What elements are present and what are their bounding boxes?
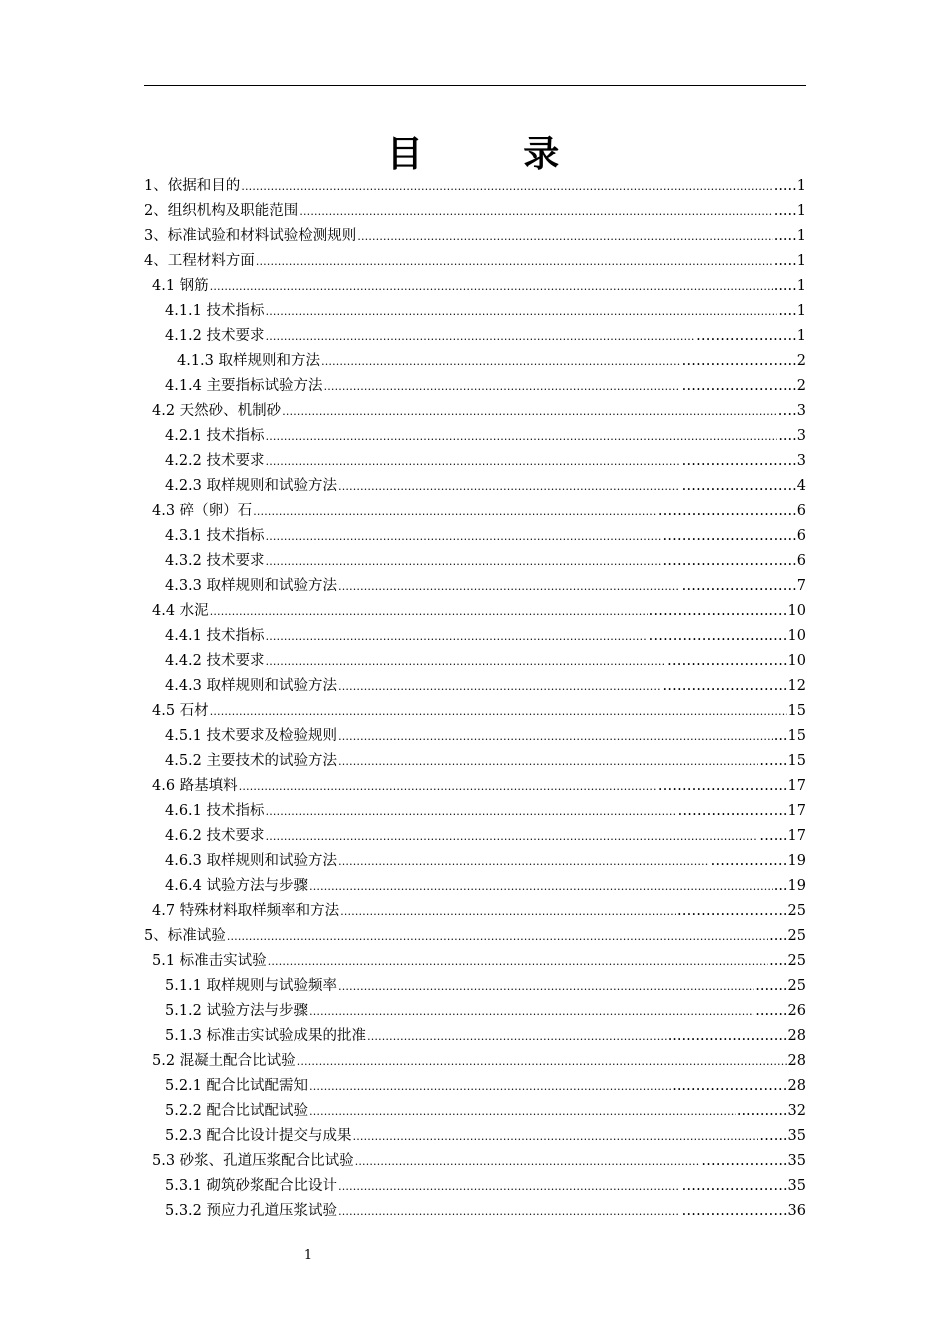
toc-entry[interactable] <box>152 774 806 799</box>
toc-entry-page: ……………………..12 <box>662 678 806 694</box>
toc-dot-leader <box>239 774 657 799</box>
page-title: 目 录 <box>386 134 604 175</box>
toc-dot-leader <box>227 924 768 949</box>
toc-entry-label: 4.1 钢筋 <box>152 278 209 294</box>
toc-dot-leader <box>324 374 681 399</box>
toc-entry-label: 4.3.3 取样规则和试验方法 <box>165 578 338 594</box>
toc-entry[interactable] <box>165 1174 806 1199</box>
toc-entry-label: 4.6.4 试验方法与步骤 <box>165 878 309 894</box>
toc-dot-leader <box>266 299 778 324</box>
toc-entry-label: 5.2.2 配合比试配试验 <box>165 1103 309 1119</box>
toc-entry-page: …………………….10 <box>666 653 806 669</box>
toc-entry-page: ....1 <box>778 303 806 319</box>
toc-entry-page: .....1 <box>773 203 806 219</box>
toc-entry-label: 5.1.3 标准击实试验成果的批准 <box>165 1028 367 1044</box>
toc-dot-leader <box>367 1024 667 1049</box>
toc-entry-page: ……………...35 <box>701 1153 806 1169</box>
toc-entry-label: 4.1.2 技术要求 <box>165 328 265 344</box>
toc-dot-leader <box>321 349 680 374</box>
toc-entry[interactable] <box>152 499 806 524</box>
toc-entry[interactable] <box>152 399 806 424</box>
toc-entry-page: .....1 <box>773 178 806 194</box>
toc-entry[interactable] <box>165 299 806 324</box>
toc-dot-leader <box>210 699 787 724</box>
toc-dot-leader <box>353 1124 759 1149</box>
toc-entry-page: ...........32 <box>736 1103 806 1119</box>
toc-entry-page: ...19 <box>773 878 806 894</box>
toc-entry-page: 28 <box>787 1053 806 1069</box>
toc-dot-leader <box>210 274 773 299</box>
toc-entry-page: …………………….....6 <box>657 503 806 519</box>
toc-entry[interactable] <box>152 599 806 624</box>
toc-dot-leader <box>297 1049 787 1074</box>
toc-entry[interactable] <box>165 449 806 474</box>
toc-dot-leader <box>340 899 676 924</box>
toc-dot-leader <box>210 599 648 624</box>
toc-dot-leader <box>266 649 666 674</box>
toc-entry-page: ……………….…..7 <box>681 578 806 594</box>
toc-entry-label: 4.6.1 技术指标 <box>165 803 265 819</box>
toc-entry-label: 4.2.1 技术指标 <box>165 428 265 444</box>
toc-entry[interactable] <box>165 724 806 749</box>
toc-dot-leader <box>256 249 773 274</box>
toc-entry[interactable] <box>165 674 806 699</box>
toc-entry-page: ....25 <box>769 953 806 969</box>
toc-entry-page: …...15 <box>759 753 806 769</box>
toc-entry-label: 5.3.2 预应力孔道压浆试验 <box>165 1203 338 1219</box>
toc-entry[interactable] <box>152 699 806 724</box>
toc-dot-leader <box>266 324 695 349</box>
toc-entry-label: 4.6.3 取样规则和试验方法 <box>165 853 338 869</box>
toc-entry[interactable] <box>152 949 806 974</box>
toc-entry-label: 4.6 路基填料 <box>152 778 238 794</box>
toc-entry-page: ….3 <box>777 403 806 419</box>
toc-dot-leader <box>338 574 680 599</box>
toc-entry-label: 4.5.2 主要技术的试验方法 <box>165 753 338 769</box>
toc-entry[interactable] <box>144 224 806 249</box>
toc-entry-label: 4、工程材料方面 <box>144 253 255 269</box>
toc-entry-label: 4.7 特殊材料取样频率和方法 <box>152 903 340 919</box>
toc-entry-page: ………………….35 <box>681 1178 806 1194</box>
toc-entry[interactable] <box>165 1099 806 1124</box>
toc-entry-page: …………………...2 <box>681 353 806 369</box>
toc-entry[interactable] <box>152 899 806 924</box>
toc-entry-label: 4.1.1 技术指标 <box>165 303 265 319</box>
toc-entry-page: 15 <box>787 703 806 719</box>
toc-entry[interactable] <box>165 1124 806 1149</box>
toc-entry-page: …...35 <box>759 1128 806 1144</box>
toc-entry[interactable] <box>144 199 806 224</box>
toc-entry[interactable] <box>165 649 806 674</box>
page-number: 1 <box>303 1248 313 1263</box>
toc-entry[interactable] <box>165 624 806 649</box>
toc-dot-leader <box>282 399 776 424</box>
toc-entry-label: 4.3.1 技术指标 <box>165 528 265 544</box>
toc-dot-leader <box>338 1199 680 1224</box>
toc-entry-label: 3、标准试验和材料试验检测规则 <box>144 228 357 244</box>
toc-dot-leader <box>266 524 662 549</box>
toc-dot-leader <box>266 624 648 649</box>
header-rule <box>144 85 806 86</box>
toc-entry[interactable] <box>165 1199 806 1224</box>
toc-entry-label: 4.4.1 技术指标 <box>165 628 265 644</box>
toc-entry-page: .......25 <box>755 978 806 994</box>
toc-entry-page: …...17 <box>759 828 806 844</box>
toc-entry[interactable] <box>152 274 806 299</box>
toc-entry[interactable] <box>165 1024 806 1049</box>
toc-entry[interactable] <box>165 874 806 899</box>
toc-entry-page: ……………………....6 <box>662 528 806 544</box>
toc-entry-page: ………………….....…10 <box>648 628 806 644</box>
toc-entry[interactable] <box>165 524 806 549</box>
toc-dot-leader <box>355 1149 701 1174</box>
toc-entry-label: 1、依据和目的 <box>144 178 241 194</box>
toc-entry-page: .....1 <box>773 228 806 244</box>
toc-entry[interactable] <box>144 174 806 199</box>
toc-dot-leader <box>268 949 768 974</box>
toc-entry-label: 4.1.4 主要指标试验方法 <box>165 378 323 394</box>
toc-entry[interactable] <box>152 1149 806 1174</box>
toc-entry-label: 5.1.1 取样规则与试验频率 <box>165 978 338 994</box>
toc-entry-label: 5.3 砂浆、孔道压浆配合比试验 <box>152 1153 354 1169</box>
toc-entry-label: 5.2 混凝土配合比试验 <box>152 1053 296 1069</box>
toc-entry[interactable] <box>144 924 806 949</box>
toc-entry-page: ……………………....6 <box>662 553 806 569</box>
toc-entry-page: ...15 <box>773 728 806 744</box>
toc-entry[interactable] <box>165 1074 806 1099</box>
toc-entry-label: 4.3 碎（卵）石 <box>152 503 253 519</box>
toc-entry[interactable] <box>165 549 806 574</box>
toc-entry[interactable] <box>165 424 806 449</box>
toc-entry-page: .......26 <box>755 1003 806 1019</box>
toc-entry-label: 5.1 标准击实试验 <box>152 953 267 969</box>
toc-entry-page: .....1 <box>773 278 806 294</box>
toc-dot-leader <box>338 749 758 774</box>
toc-entry-page: …………….…..1 <box>695 328 806 344</box>
toc-entry[interactable] <box>165 824 806 849</box>
toc-dot-leader <box>357 224 772 249</box>
toc-dot-leader <box>241 174 772 199</box>
toc-entry-page: ....25 <box>769 928 806 944</box>
toc-dot-leader <box>309 1099 736 1124</box>
toc-entry-page: …………...……..17 <box>677 803 806 819</box>
toc-dot-leader <box>266 449 681 474</box>
toc-entry-page: .....1 <box>773 253 806 269</box>
toc-dot-leader <box>266 549 662 574</box>
toc-entry-page: ………………….....…10 <box>648 603 806 619</box>
toc-entry-label: 4.5 石材 <box>152 703 209 719</box>
toc-entry-page: ……………………...17 <box>657 778 806 794</box>
toc-entry-label: 5.1.2 试验方法与步骤 <box>165 1003 309 1019</box>
toc-entry-label: 4.2 天然砂、机制砂 <box>152 403 282 419</box>
toc-entry-page: …………………...2 <box>681 378 806 394</box>
toc-entry-page: ……………….…..3 <box>681 453 806 469</box>
toc-entry[interactable] <box>165 474 806 499</box>
toc-dot-leader <box>266 799 677 824</box>
toc-entry[interactable] <box>165 999 806 1024</box>
toc-dot-leader <box>253 499 657 524</box>
toc-dot-leader <box>338 974 754 999</box>
toc-dot-leader <box>309 874 773 899</box>
toc-entry-label: 4.3.2 技术要求 <box>165 553 265 569</box>
toc-entry-label: 4.2.2 技术要求 <box>165 453 265 469</box>
toc-entry-label: 5.2.3 配合比设计提交与成果 <box>165 1128 352 1144</box>
toc-entry[interactable] <box>144 249 806 274</box>
toc-entry[interactable] <box>165 749 806 774</box>
toc-entry-page: ...…………………28 <box>672 1078 806 1094</box>
toc-entry[interactable] <box>165 799 806 824</box>
toc-entry-page: …………………..25 <box>676 903 806 919</box>
toc-dot-leader <box>338 674 661 699</box>
toc-entry[interactable] <box>177 349 806 374</box>
toc-entry-label: 5、标准试验 <box>144 928 226 944</box>
toc-dot-leader <box>299 199 772 224</box>
toc-entry-label: 4.5.1 技术要求及检验规则 <box>165 728 338 744</box>
toc-dot-leader <box>309 999 754 1024</box>
toc-entry[interactable] <box>152 1049 806 1074</box>
toc-dot-leader <box>338 474 680 499</box>
toc-entry[interactable] <box>165 324 806 349</box>
toc-dot-leader <box>338 1174 680 1199</box>
toc-entry-label: 4.4.3 取样规则和试验方法 <box>165 678 338 694</box>
toc-entry[interactable] <box>165 374 806 399</box>
toc-entry-page: ....3 <box>778 428 806 444</box>
toc-dot-leader <box>338 849 709 874</box>
toc-entry-page: ………………….36 <box>681 1203 806 1219</box>
toc-entry-label: 4.4 水泥 <box>152 603 209 619</box>
toc-entry-label: 4.4.2 技术要求 <box>165 653 265 669</box>
toc-entry-page: ..........................28 <box>667 1028 806 1044</box>
toc-dot-leader <box>309 1074 671 1099</box>
toc-entry-label: 4.6.2 技术要求 <box>165 828 265 844</box>
toc-dot-leader <box>266 424 778 449</box>
toc-dot-leader <box>266 824 759 849</box>
toc-entry-label: 5.2.1 配合比试配需知 <box>165 1078 309 1094</box>
toc-entry-label: 4.1.3 取样规则和方法 <box>177 353 321 369</box>
toc-entry[interactable] <box>165 574 806 599</box>
toc-entry[interactable] <box>165 849 806 874</box>
toc-entry-label: 2、组织机构及职能范围 <box>144 203 299 219</box>
toc-dot-leader <box>338 724 773 749</box>
toc-entry[interactable] <box>165 974 806 999</box>
toc-entry-page: ……………….…..4 <box>681 478 806 494</box>
toc-entry-label: 5.3.1 砌筑砂浆配合比设计 <box>165 1178 338 1194</box>
toc-entry-page: ………….…19 <box>710 853 806 869</box>
toc-entry-label: 4.2.3 取样规则和试验方法 <box>165 478 338 494</box>
